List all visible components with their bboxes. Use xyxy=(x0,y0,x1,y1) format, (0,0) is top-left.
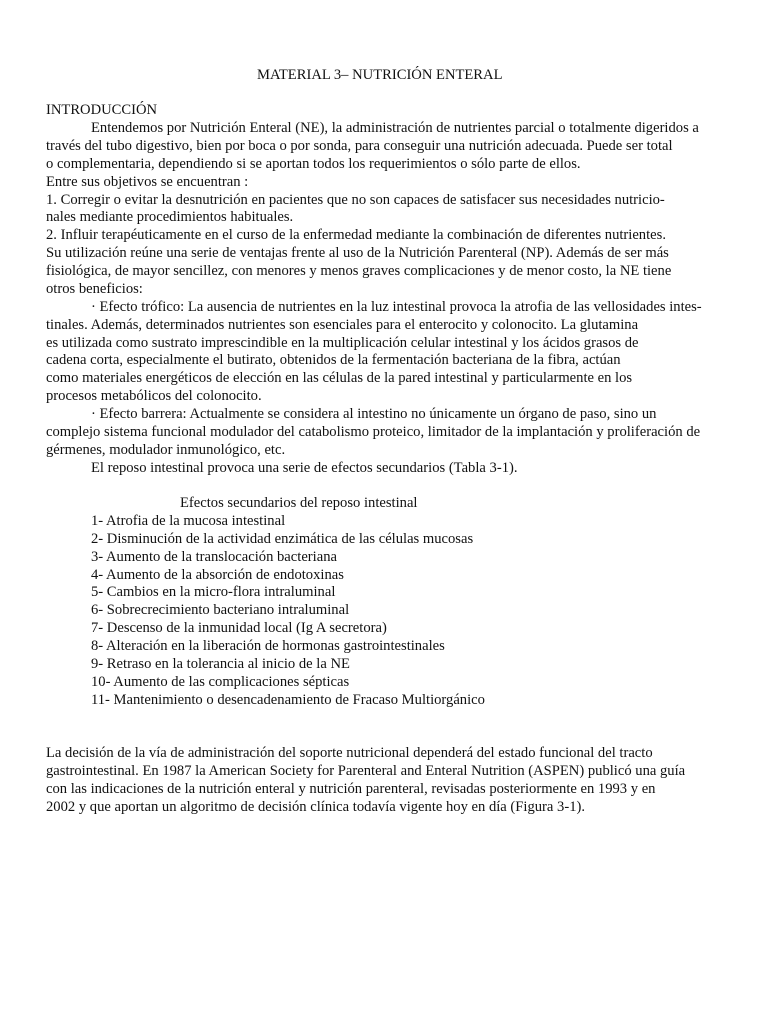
benefit-line: como materiales energéticos de elección en las células de la pared intestinal y particularmente en los xyxy=(46,370,633,386)
benefit-line: tinales. Además, determinados nutrientes son esenciales para el enterocito y colonocito. La glutamina xyxy=(46,317,639,333)
list-item: 5- Cambios en la micro-flora intraluminal xyxy=(91,584,336,600)
list-item: 3- Aumento de la translocación bacteriana xyxy=(91,549,337,565)
paragraph-line: gastrointestinal. En 1987 la American Society for Parenteral and Enteral Nutrition (ASPEN) publicó una guía xyxy=(46,763,686,779)
paragraph-line: Entendemos por Nutrición Enteral (NE), la administración de nutrientes parcial o totalmente digeridos a xyxy=(91,120,699,136)
benefit-line: gérmenes, modulador inmunológico, etc. xyxy=(46,442,286,458)
list-item: 2- Disminución de la actividad enzimática de las células mucosas xyxy=(91,531,474,547)
list-item: 4- Aumento de la absorción de endotoxinas xyxy=(91,567,344,583)
benefit-line: cadena corta, especialmente el butirato, obtenidos de la fermentación bacteriana de la fibra, actúan xyxy=(46,352,621,368)
objective-line: 2. Influir terapéuticamente en el curso de la enfermedad mediante la combinación de diferentes nutrientes. xyxy=(46,227,666,243)
benefit-line: · Efecto barrera: Actualmente se considera al intestino no únicamente un órgano de paso, sino un xyxy=(91,406,657,422)
document-title: MATERIAL 3– NUTRICIÓN ENTERAL xyxy=(257,67,503,83)
paragraph-line: El reposo intestinal provoca una serie de efectos secundarios (Tabla 3-1). xyxy=(91,460,518,476)
list-item: 10- Aumento de las complicaciones sépticas xyxy=(91,674,350,690)
paragraph-line: con las indicaciones de la nutrición enteral y nutrición parenteral, revisadas posteriormente en 1993 y en xyxy=(46,781,656,797)
benefit-line: procesos metabólicos del colonocito. xyxy=(46,388,262,404)
paragraph-line: Su utilización reúne una serie de ventajas frente al uso de la Nutrición Parenteral (NP). Además de ser más xyxy=(46,245,669,261)
paragraph-line: 2002 y que aportan un algoritmo de decisión clínica todavía vigente hoy en día (Figura 3-1). xyxy=(46,799,586,815)
paragraph-line: través del tubo digestivo, bien por boca o por sonda, para conseguir una nutrición adecuada. Puede ser total xyxy=(46,138,673,154)
section-heading: INTRODUCCIÓN xyxy=(46,102,158,118)
list-item: 7- Descenso de la inmunidad local (Ig A secretora) xyxy=(91,620,387,636)
benefit-line: es utilizada como sustrato imprescindible en la multiplicación celular intestinal y los ácidos grasos de xyxy=(46,335,639,351)
benefit-line: · Efecto trófico: La ausencia de nutrientes en la luz intestinal provoca la atrofia de las vellosidades intes- xyxy=(91,299,702,315)
table-title: Efectos secundarios del reposo intestinal xyxy=(180,495,418,511)
paragraph-line: o complementaria, dependiendo si se aportan todos los requerimientos o sólo parte de ellos. xyxy=(46,156,581,172)
benefit-line: complejo sistema funcional modulador del catabolismo proteico, limitador de la implantación y proliferación de xyxy=(46,424,701,440)
paragraph-line: Entre sus objetivos se encuentran : xyxy=(46,174,249,190)
list-item: 8- Alteración en la liberación de hormonas gastrointestinales xyxy=(91,638,445,654)
paragraph-line: fisiológica, de mayor sencillez, con menores y menos graves complicaciones y de menor costo, la NE tiene xyxy=(46,263,672,279)
list-item: 6- Sobrecrecimiento bacteriano intraluminal xyxy=(91,602,350,618)
list-item: 1- Atrofia de la mucosa intestinal xyxy=(91,513,286,529)
paragraph-line: La decisión de la vía de administración del soporte nutricional dependerá del estado funcional del tracto xyxy=(46,745,653,761)
list-item: 11- Mantenimiento o desencadenamiento de Fracaso Multiorgánico xyxy=(91,692,485,708)
list-item: 9- Retraso en la tolerancia al inicio de la NE xyxy=(91,656,350,672)
objective-line: 1. Corregir o evitar la desnutrición en pacientes que no son capaces de satisfacer sus necesidades nutricio- xyxy=(46,192,665,208)
objective-line: nales mediante procedimientos habituales. xyxy=(46,209,294,225)
paragraph-line: otros beneficios: xyxy=(46,281,143,297)
